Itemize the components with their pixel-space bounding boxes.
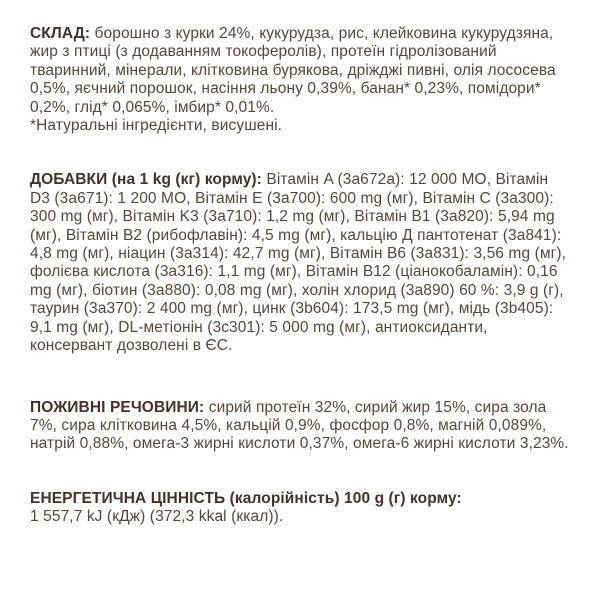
additives-body: Вітамін A (3a672a): 12 000 МО, Вітамін D3 (3a671): 1 200 МО, Вітамін E (3a700): 600 mg (мг), Вітамін C (3a300): 300 mg (мг), Вітамін K3 (3a710): 1,2 mg (мг), Вітамін B1 (3a820): 5,94 mg (мг), Вітамін B2 (рибофлавін): 4,5 mg (мг), кальцію Д пантотенат (3a841): 4,8 mg (мг), ніацин (3a314): 42,7 mg (мг), Вітамін B6 (3a831): 3,56 mg (мг), фолієва кислота (3a316): 1,1 mg (мг), Вітамін B12 (ціанокобаламін): 0,16 mg (мг), біотин (3a880): 0,08 mg (мг), холін хлорид (3a890) 60 %: 3,9 g (г), таурин (3a370): 2 400 mg (мг), цинк (3b604): 173,5 mg (мг), мідь (3b405): 9,1 mg (мг), DL-метіонін (3c301): 5 000 mg (мг), антиоксиданти, консервант дозволені в ЄС. bbox=[30, 171, 567, 355]
composition-header: СКЛАД: bbox=[30, 25, 91, 42]
composition-note: *Натуральні інгредієнти, висушені. bbox=[30, 117, 283, 135]
energy-header: ЕНЕРГЕТИЧНА ЦІННІСТЬ (калорійність) 100 g (г) корму: bbox=[30, 489, 462, 507]
additives-paragraph bbox=[30, 171, 570, 355]
composition-body: борошно з курки 24%, кукурудза, рис, клейковина кукурудзяна, жир з птиці (з додаванням токоферолів), протеїн гідролізований тваринний, мінерали, клітковина бурякова, дріжджі пивні, олія лососева 0,5%, яєчний порошок, насіння льону 0,39%, банан* 0,23%, помідори* 0,2%, глід* 0,065%, імбир* 0,01%. bbox=[30, 25, 556, 116]
section-composition bbox=[30, 25, 572, 135]
nutrients-header: ПОЖИВНІ РЕЧОВИНИ: bbox=[30, 398, 205, 416]
energy-header-line bbox=[30, 490, 570, 508]
nutrients-body: сирий протеїн 32%, сирий жир 15%, сира зола 7%, сира клітковина 4,5%, кальцій 0,9%, фосфор 0,8%, магній 0,089%, натрій 0,88%, омега-3 жирні кислоти 0,37%, омега-6 жирні кислоти 3,23%. bbox=[30, 398, 569, 453]
energy-value: 1 557,7 kJ (кДж) (372,3 kkal (ккал)). bbox=[30, 508, 284, 526]
nutrients-paragraph bbox=[30, 399, 570, 454]
section-energy bbox=[30, 490, 572, 527]
section-nutrients bbox=[30, 399, 572, 454]
section-additives bbox=[30, 171, 572, 355]
composition-paragraph bbox=[30, 25, 570, 117]
additives-header: ДОБАВКИ (на 1 kg (кг) корму): bbox=[30, 171, 262, 189]
